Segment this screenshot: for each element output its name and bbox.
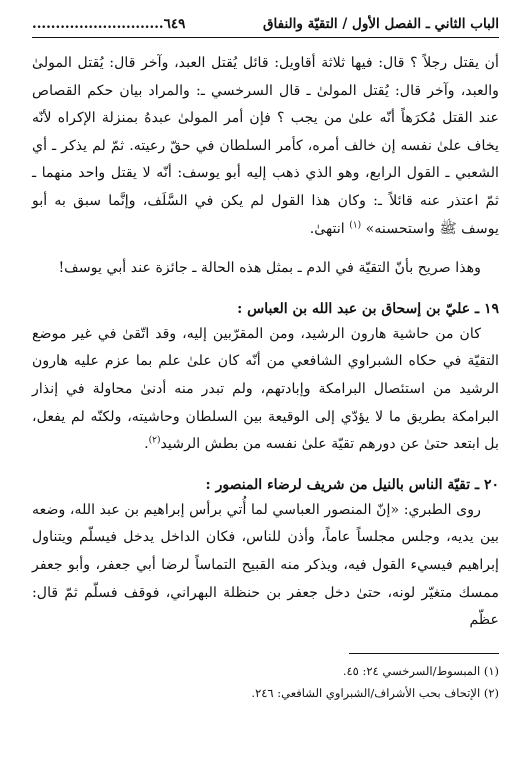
paragraph-end: انتهىٰ. <box>309 220 350 237</box>
footnote-2: (٢) الإتحاف بحب الأشراف/الشبراوي الشافعي: ٢٤٦. <box>251 685 499 700</box>
footnote-ref-2[interactable]: (٢) <box>148 435 161 446</box>
footnote-1: (١) المبسوط/السرخسي ٢٤: ٤٥. <box>342 663 499 678</box>
section-19-heading: ١٩ ـ عليّ بن إسحاق بن عبد الله بن العباس : <box>237 300 499 317</box>
header-rule <box>32 37 499 38</box>
paragraph-remark: وهذا صريح بأنّ التقيّة في الدم ـ بمثل هذه الحالة ـ جائزة عند أبي يوسف! <box>58 260 481 277</box>
section-19-text: كان من حاشية هارون الرشيد، ومن المقرّبين إليه، وقد اتّقىٰ في غير موضع التقيّة في حكاه الشبراوي الشافعي من أنّه كان علىٰ علم بما عزم عليه هارون الرشيد من استئصال البرامكة وإبادتهم، ولم تبدر منه أدنىٰ محاولة في إنذار البرامكة بطريق ما لا يؤدّي إلى الوقيعة بين السلطان وحاشيته، ولكنّه لم يفعل، بل ابتعد حتىٰ عن دورهم تقيّة علىٰ نفسه من بطش الرشيد$^{(٢)}$. <box>32 325 499 453</box>
footnote-ref-1[interactable]: (١) <box>349 219 362 230</box>
running-header <box>32 14 499 34</box>
footnote-separator <box>349 653 499 654</box>
paragraph-continuation <box>32 50 499 243</box>
book-page <box>32 14 499 761</box>
section-20-text: روى الطبري: «إنّ المنصور العباسي لما أُتي برأس إبراهيم بن عبد الله، وضعه بين يديه، وجلس مجلساً عاماً، وأذن للناس، فكان الداخل يدخل فيسلّم ويتناول إبراهيم فيسيء القول فيه، ويذكر منه القبيح التماساً لرضا أبي جعفر، وأبو جعفر ممسك متغيّر لونه، حتىٰ دخل جعفر بن حنظلة البهراني، فوقف فسلّم ثمّ قال: عظّم <box>32 501 499 629</box>
section-19-body: كان من حاشية هارون الرشيد، ومن المقرّبين إليه، وقد اتّقىٰ في غير موضع التقيّة في حكاه الشبراوي الشافعي من أنّه كان علىٰ علم بما عزم عليه هارون الرشيد من استئصال البرامكة وإبادتهم، ولم تبدر منه أدنىٰ محاولة في إنذار البرامكة بطريق ما لا يؤدّي إلى الوقيعة بين السلطان وحاشيته، ولكنّه لم يفعل، بل ابتعد حتىٰ عن دورهم تقيّة علىٰ نفسه من بطش الرشيد <box>32 325 499 453</box>
footnotes <box>32 660 499 704</box>
section-20-heading: ٢٠ ـ تقيّة الناس بالنيل من شريف لرضاء المنصور : <box>205 476 499 493</box>
page-number: ............................٦٤٩ <box>32 16 186 32</box>
chapter-title: الباب الثاني ـ الفصل الأول / التقيّة والنفاق <box>263 16 499 32</box>
paragraph-text: أن يقتل رجلاً ؟ قال: فيها ثلاثة أقاويل: قائل يُقتل العبد، وآخر قال: يُقتل المولىٰ والعبد، وآخر قال: يُقتل المولىٰ ـ قال السرخسي ـ: والمراد بيان حكم القصاص عند القتل مُكرَهاً أنّه علىٰ من يجب ؟ فإن أمر المولىٰ عبدهُ بمنزلة الإكراه لأنّه يخاف علىٰ نفسه إن خالف أمره، كأمر السلطان في حقّ رعيته. ثمّ لم يذكر ـ أي الشعبي ـ القول الرابع، وهو الذي ذهب إليه أبو يوسف: أنّه لا يقتل واحد منهما ـ ثمّ اعتذر عنه قائلاً ـ: وكان هذا القول لم يكن في السَّلَف، وإنَّما سبق به أبو يوسف ﷺ واستحسنه» <box>32 55 499 237</box>
